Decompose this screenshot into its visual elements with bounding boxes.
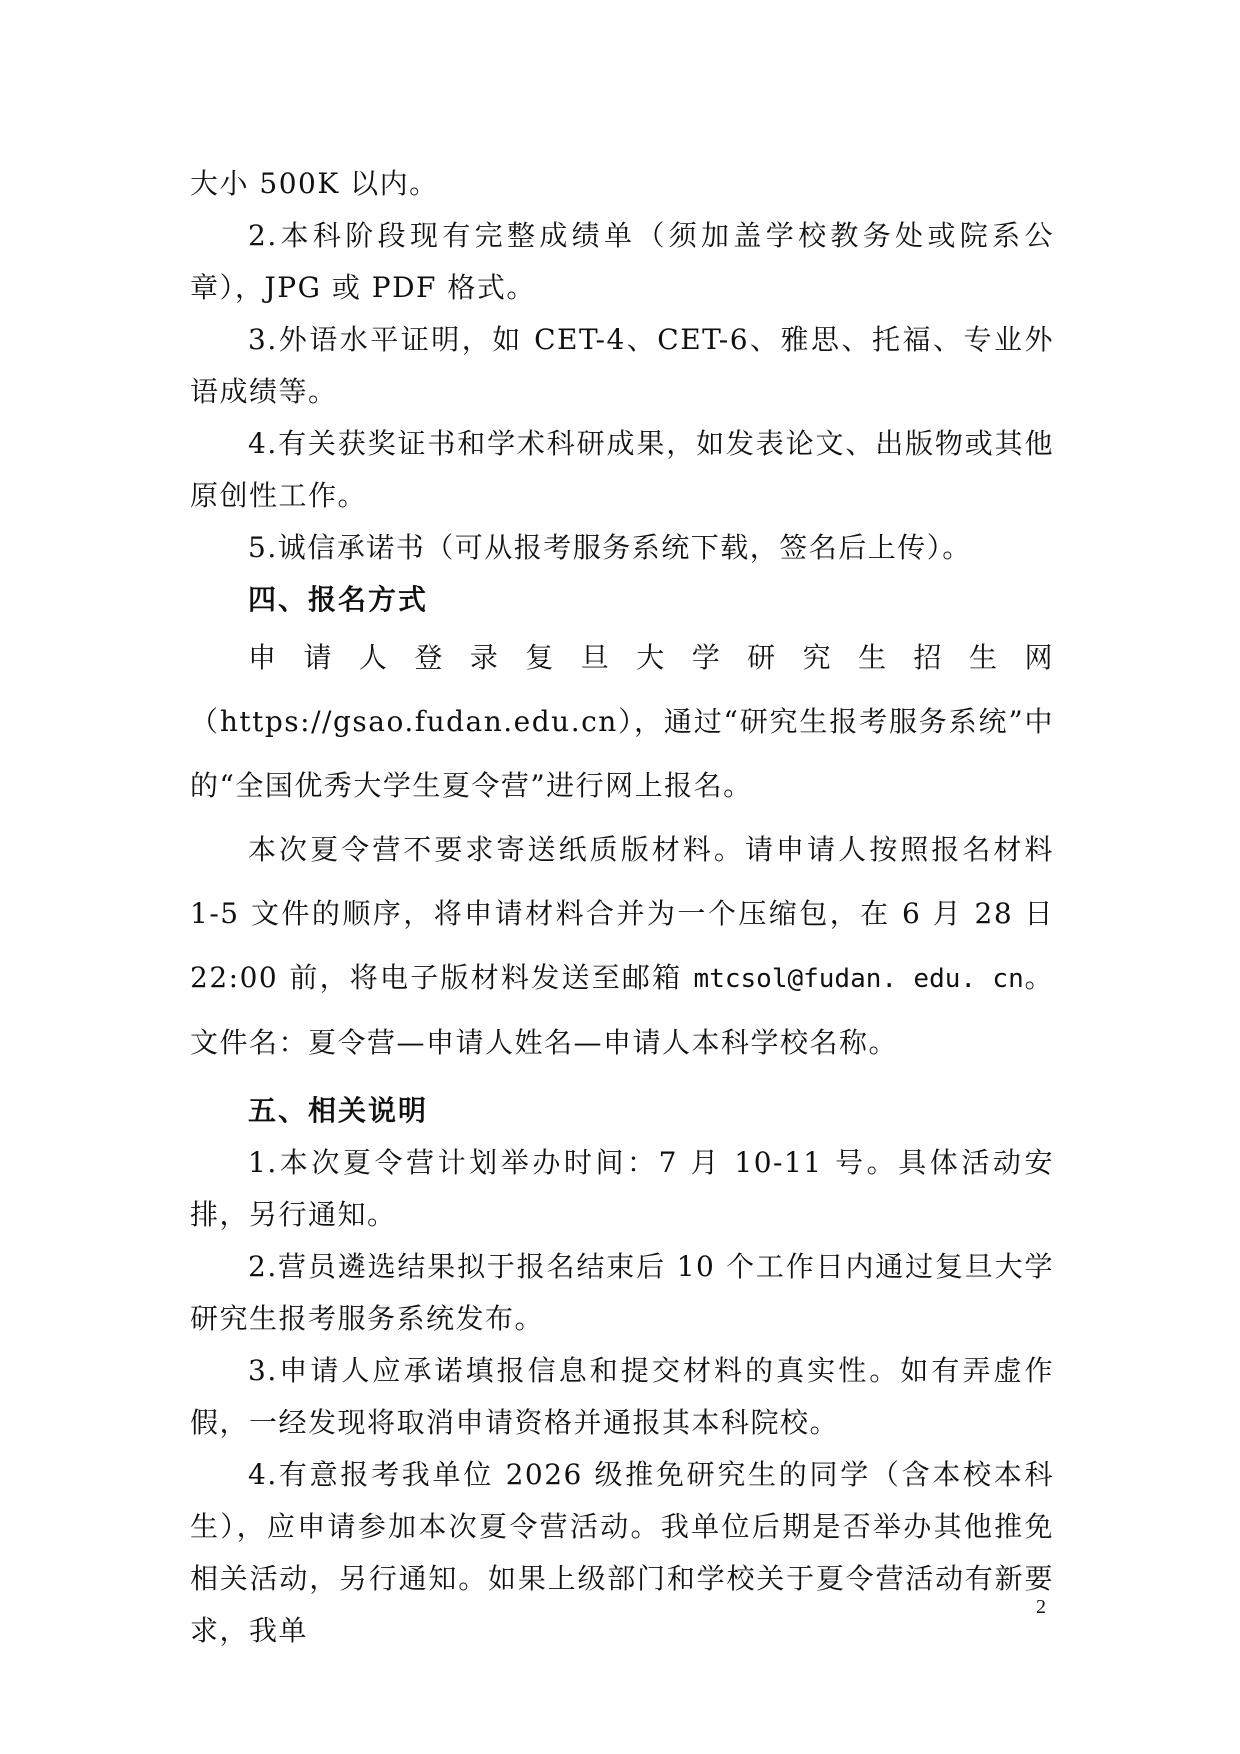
email-address: mtcsol@fudan. edu. cn: [693, 964, 1024, 994]
page-number: 2: [1036, 1596, 1046, 1618]
document-body: [190, 158, 1054, 1657]
section-heading-registration: 四、报名方式: [248, 583, 429, 616]
paragraph-integrity-pledge: 5.诚信承诺书（可从报考服务系统下载，签名后上传）。: [248, 531, 972, 564]
paragraph-selection-results: 2.营员遴选结果拟于报名结束后 10 个工作日内通过复旦大学研究生报考服务系统发布。: [190, 1250, 1054, 1335]
submission-text-end: 。文件名：夏令营—申请人姓名—申请人本科学校名称。: [190, 961, 1054, 1059]
paragraph-authenticity: 3.申请人应承诺填报信息和提交材料的真实性。如有弄虚作假，一经发现将取消申请资格并通报其本科院校。: [190, 1354, 1054, 1439]
paragraph-camp-schedule: 1.本次夏令营计划举办时间：7 月 10-11 号。具体活动安排，另行通知。: [190, 1146, 1054, 1231]
paragraph-registration-method: 申请人登录复旦大学研究生招生网（https://gsao.fudan.edu.cn），通过“研究生报考服务系统”中的“全国优秀大学生夏令营”进行网上报名。: [190, 641, 1054, 802]
submission-text-start: 本次夏令营不要求寄送纸质版材料。请申请人按照报名材料 1-5 文件的顺序，将申请材料合并为一个压缩包，在 6 月 28 日 22:00 前，将电子版材料发送至邮箱: [190, 833, 1054, 994]
paragraph-size-limit: 大小 500K 以内。: [190, 167, 439, 200]
section-heading-notes: 五、相关说明: [248, 1094, 429, 1127]
section-gap: [190, 1075, 1054, 1085]
paragraph-awards: 4.有关获奖证书和学术科研成果，如发表论文、出版物或其他原创性工作。: [190, 427, 1054, 512]
paragraph-recommendation: 4.有意报考我单位 2026 级推免研究生的同学（含本校本科生），应申请参加本次夏令营活动。我单位后期是否举办其他推免相关活动，另行通知。如果上级部门和学校关于夏令营活动有新要求，我单: [190, 1458, 1054, 1647]
paragraph-language-proof: 3.外语水平证明，如 CET-4、CET-6、雅思、托福、专业外语成绩等。: [190, 323, 1054, 408]
paragraph-transcript: 2.本科阶段现有完整成绩单（须加盖学校教务处或院系公章），JPG 或 PDF 格式。: [190, 219, 1054, 304]
paragraph-submission: [190, 818, 1054, 1075]
